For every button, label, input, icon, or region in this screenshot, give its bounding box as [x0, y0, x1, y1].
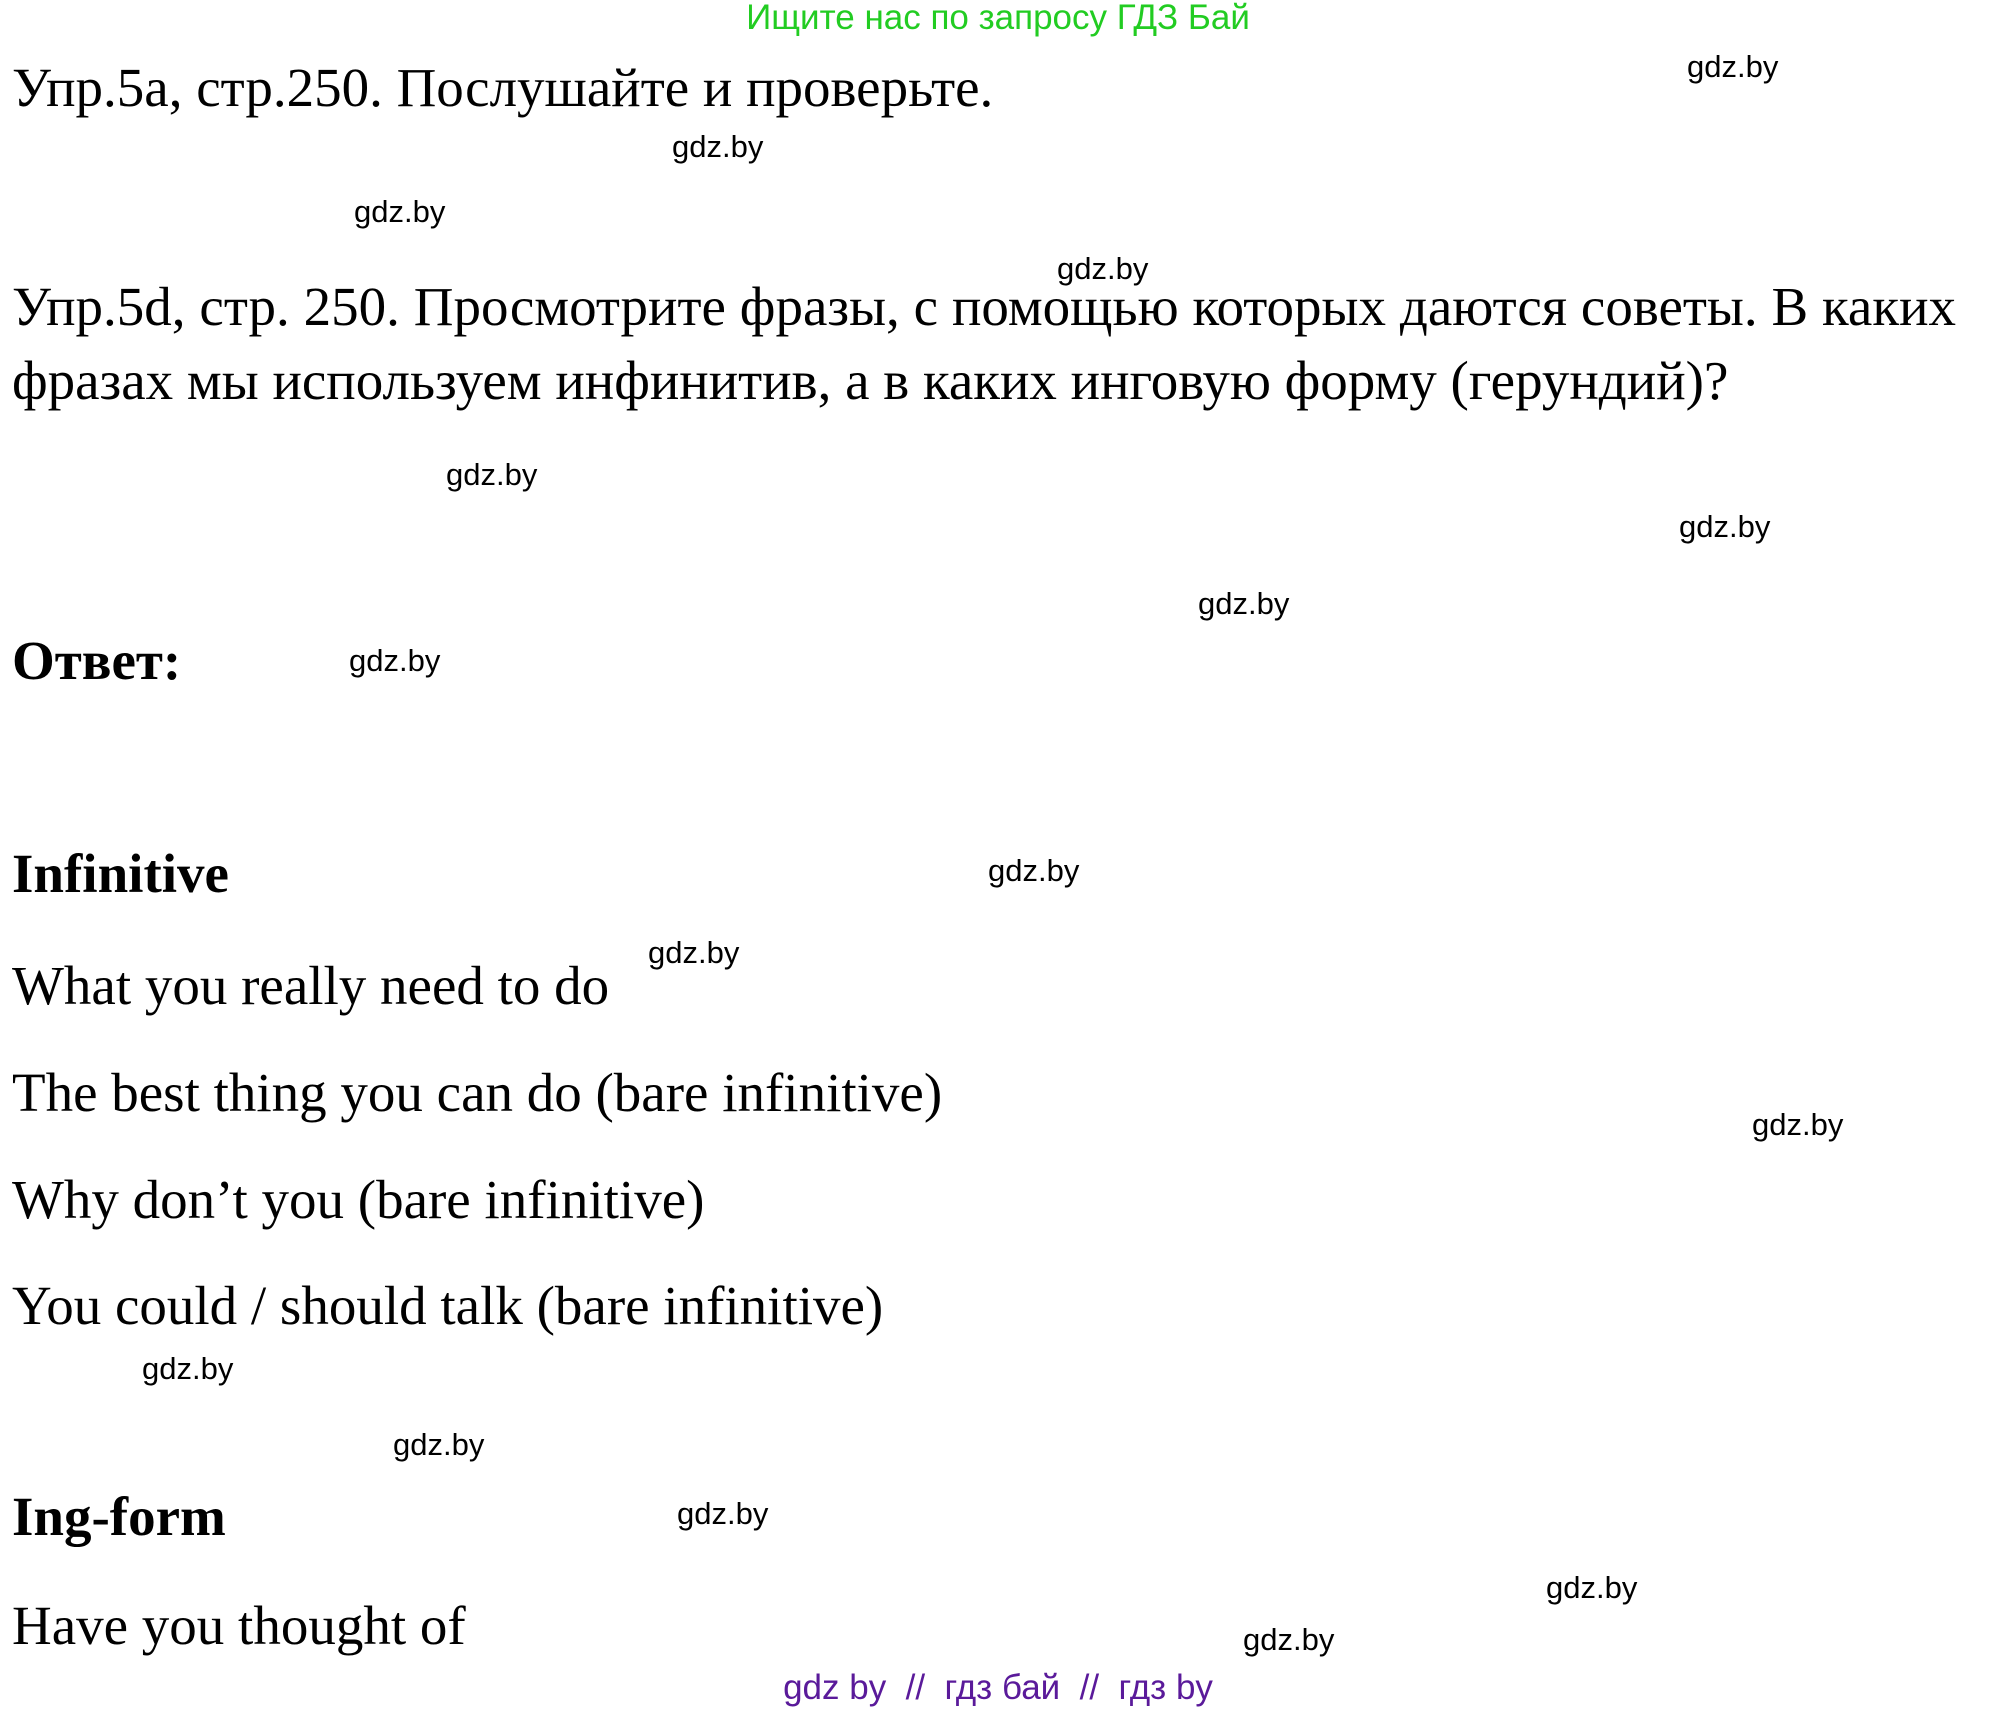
watermark: gdz.by [1679, 509, 1771, 544]
answer-label: Ответ: [12, 630, 182, 691]
watermark: gdz.by [1546, 1570, 1638, 1605]
watermark: gdz.by [1752, 1107, 1844, 1142]
footer-site-tagline: gdz by // гдз бай // гдз by [783, 1668, 1213, 1707]
watermark: gdz.by [393, 1427, 485, 1462]
watermark: gdz.by [988, 853, 1080, 888]
exercise-5a-heading: Упр.5a, стр.250. Послушайте и проверьте. [12, 57, 994, 118]
watermark: gdz.by [1057, 251, 1149, 286]
watermark: gdz.by [1198, 586, 1290, 621]
infinitive-item: Why don’t you (bare infinitive) [12, 1169, 705, 1230]
watermark: gdz.by [1687, 49, 1779, 84]
ing-form-heading: Ing-form [12, 1486, 226, 1547]
watermark: gdz.by [349, 643, 441, 678]
watermark: gdz.by [446, 457, 538, 492]
ing-form-item: Have you thought of [12, 1595, 466, 1656]
watermark: gdz.by [648, 935, 740, 970]
infinitive-item: The best thing you can do (bare infinitive) [12, 1062, 943, 1123]
infinitive-heading: Infinitive [12, 843, 229, 904]
infinitive-item: You could / should talk (bare infinitive) [12, 1275, 884, 1336]
watermark: gdz.by [677, 1496, 769, 1531]
watermark: gdz.by [672, 129, 764, 164]
watermark: gdz.by [1243, 1622, 1335, 1657]
watermark: gdz.by [142, 1351, 234, 1386]
site-search-banner: Ищите нас по запросу ГДЗ Бай [746, 0, 1250, 37]
exercise-5d-heading: Упр.5d, стр. 250. Просмотрите фразы, с помощью которых даются советы. В каких фразах мы используем инфинитив, а в каких инговую форму (герундий)? [12, 276, 1956, 411]
watermark: gdz.by [354, 194, 446, 229]
infinitive-item: What you really need to do [12, 955, 610, 1016]
